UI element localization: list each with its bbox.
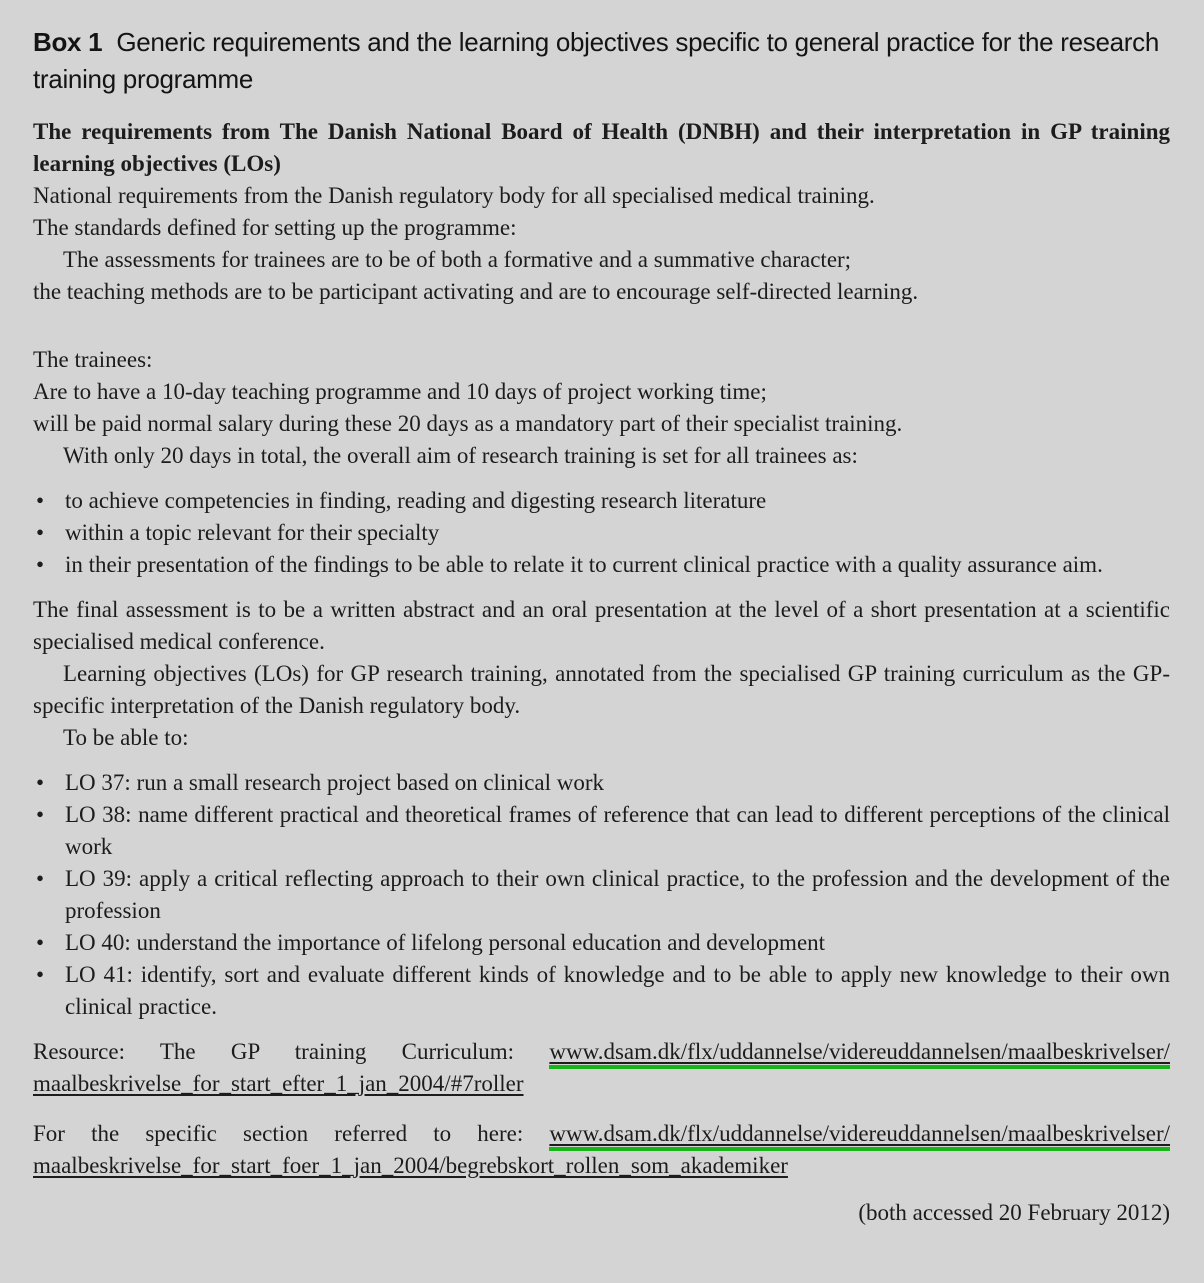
- box-label: Box 1: [33, 27, 103, 57]
- lo-item: • LO 40: understand the importance of lifelong personal education and development: [33, 927, 1170, 959]
- intro-line: the teaching methods are to be participant activating and are to encourage self-directed learning.: [33, 279, 919, 304]
- resource-1-link-part-1[interactable]: www.dsam.dk/flx/uddannelse/videreuddannelsen/maalbeskrivelser/: [549, 1039, 1170, 1069]
- box-title-text: Generic requirements and the learning objectives specific to general practice for the research training programme: [33, 27, 1160, 94]
- box-title: [33, 24, 1170, 98]
- resource-2-prefix: For the specific section referred to here:: [33, 1121, 524, 1146]
- lo-item: • LO 38: name different practical and theoretical frames of reference that can lead to different perceptions of the clinical work: [33, 799, 1170, 863]
- intro-line: The standards defined for setting up the programme:: [33, 215, 517, 240]
- aim-item: • in their presentation of the findings to be able to relate it to current clinical practice with a quality assurance aim.: [33, 549, 1170, 581]
- lo-intro-paragraph: Learning objectives (LOs) for GP research training, annotated from the specialised GP training curriculum as the GP-specific interpretation of the Danish regulatory body.: [33, 661, 1170, 718]
- resource-2-line-2: [33, 1150, 1170, 1182]
- aims-list: [33, 485, 1170, 581]
- aim-item: • to achieve competencies in finding, reading and digesting research literature: [33, 485, 1170, 517]
- intro-line: The assessments for trainees are to be of both a formative and a summative character;: [63, 247, 852, 272]
- lo-item: • LO 39: apply a critical reflecting approach to their own clinical practice, to the profession and the development of the profession: [33, 863, 1170, 927]
- resource-1-line-1: [33, 1036, 1170, 1068]
- trainees-line: With only 20 days in total, the overall aim of research training is set for all trainees as:: [63, 443, 858, 468]
- lo-list: [33, 767, 1170, 1023]
- trainees-line: will be paid normal salary during these 20 days as a mandatory part of their specialist training.: [33, 411, 903, 436]
- lo-item: • LO 41: identify, sort and evaluate different kinds of knowledge and to be able to apply new knowledge to their own clinical practice.: [33, 959, 1170, 1023]
- trainees-line: Are to have a 10-day teaching programme and 10 days of project working time;: [33, 379, 767, 404]
- accessed-date-note: (both accessed 20 February 2012): [858, 1200, 1170, 1225]
- resource-2: [33, 1118, 1170, 1182]
- resource-1-line-2: [33, 1068, 1170, 1100]
- able-line: To be able to:: [63, 725, 189, 750]
- resource-2-line-1: [33, 1118, 1170, 1150]
- resource-2-link-part-2[interactable]: maalbeskrivelse_for_start_foer_1_jan_2004/begrebskort_rollen_som_akademiker: [33, 1153, 788, 1178]
- resource-1-prefix: Resource: The GP training Curriculum:: [33, 1039, 515, 1064]
- assessment-paragraph: The final assessment is to be a written abstract and an oral presentation at the level of a short presentation at a scientific specialised medical conference.: [33, 597, 1170, 654]
- resource-1: [33, 1036, 1170, 1100]
- intro-line: National requirements from the Danish regulatory body for all specialised medical training.: [33, 183, 875, 208]
- trainees-line: The trainees:: [33, 347, 153, 372]
- resource-2-link-part-1[interactable]: www.dsam.dk/flx/uddannelse/videreuddannelsen/maalbeskrivelser/: [549, 1121, 1170, 1151]
- lo-item: • LO 37: run a small research project based on clinical work: [33, 767, 1170, 799]
- resource-1-link-part-2[interactable]: maalbeskrivelse_for_start_efter_1_jan_2004/#7roller: [33, 1071, 524, 1096]
- requirements-heading: The requirements from The Danish National Board of Health (DNBH) and their interpretation in GP training learning objectives (LOs): [33, 119, 1170, 176]
- aim-item: • within a topic relevant for their specialty: [33, 517, 1170, 549]
